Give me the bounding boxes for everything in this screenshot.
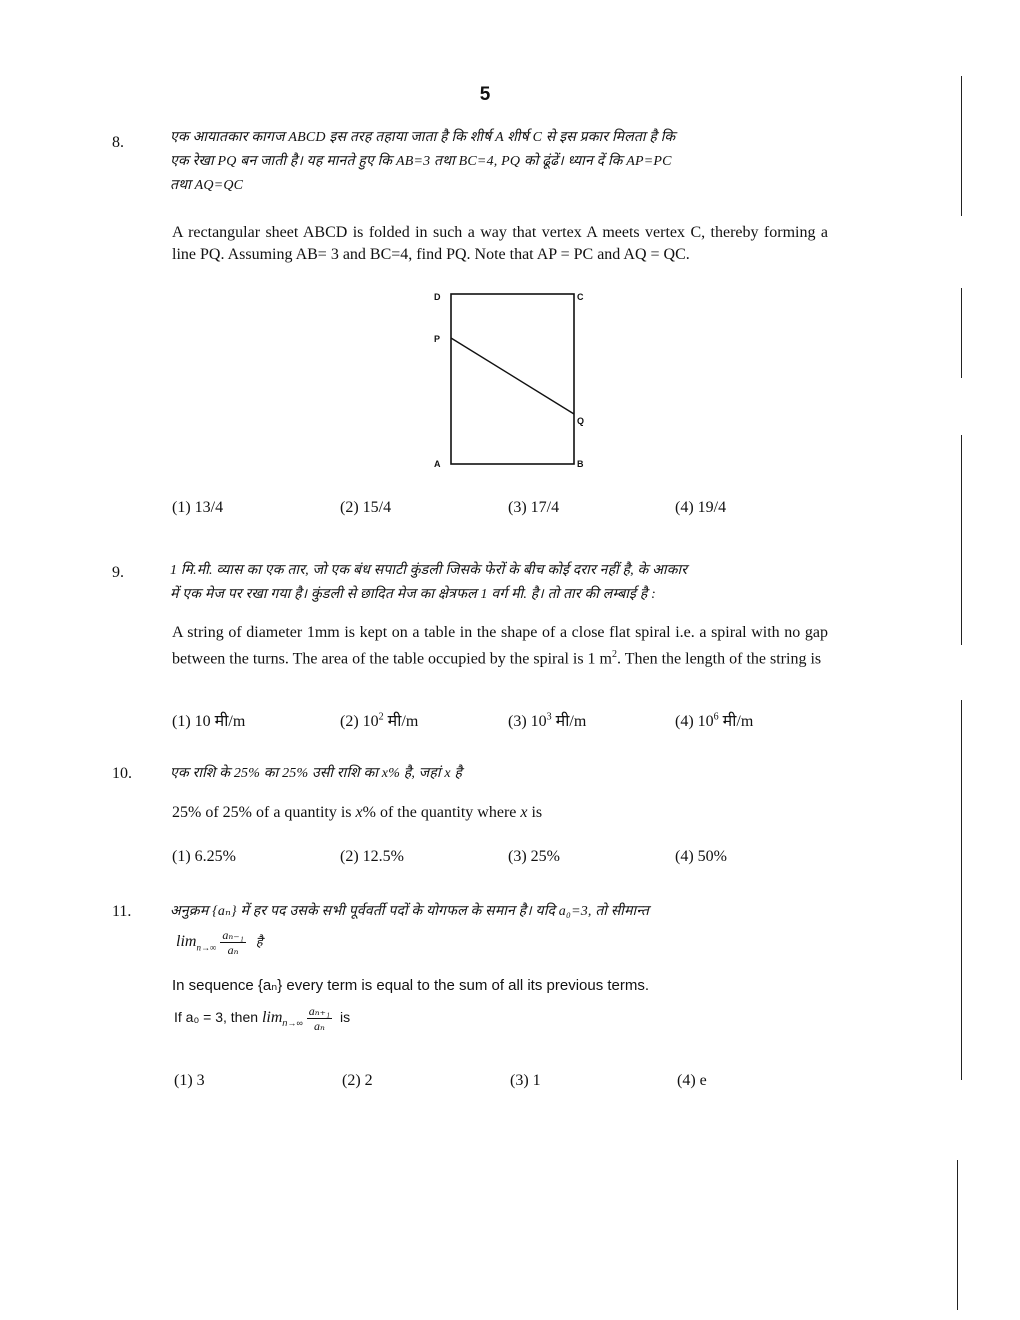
question-9-hindi-line-2: में एक मेज पर रखा गया है। कुंडली से छादित मेज का क्षेत्रफल 1 वर्ग मी. है। तो तार की लम्बाई है : <box>170 587 657 602</box>
question-8-hindi <box>170 126 830 198</box>
question-10-option-2[interactable]: (2) 12.5% <box>340 848 404 865</box>
label-d: D <box>434 292 441 302</box>
question-10-english-b: % of the quantity where <box>362 804 521 821</box>
question-11-hindi-tail: है <box>255 934 263 950</box>
question-11-english-numerator: aₙ₊₁ <box>308 1004 331 1018</box>
question-8-number: 8. <box>112 134 124 151</box>
question-9-hindi <box>170 559 830 607</box>
question-9-option-2-unit: मी/m <box>383 713 419 730</box>
question-11-hindi-lim-sub: n→∞ <box>196 942 217 953</box>
question-11-option-1[interactable]: (1) 3 <box>174 1072 205 1089</box>
question-11-english-lim: lim <box>261 1009 283 1027</box>
question-11-hindi-denominator: aₙ <box>227 943 239 957</box>
question-9-english-main: A string of diameter 1mm is kept on a table in the shape of a close flat spiral i.e. a spiral with no gap between the turns. The area of the table occupied by the spiral is 1 m <box>172 624 828 668</box>
question-9-option-2[interactable] <box>340 709 418 731</box>
question-9-option-4-unit: मी/m <box>718 713 754 730</box>
question-11-hindi: अनुक्रम {aₙ} में हर पद उसके सभी पूर्ववर्ती पदों के योगफल के समान है। यदि a₀=3, तो सीमान्त <box>170 904 650 919</box>
question-11-english-condition: If a₀ = 3, then <box>174 1009 262 1026</box>
question-11-hindi-numerator: aₙ₋₁ <box>222 928 244 942</box>
question-9-option-4-exp: 6 <box>713 711 719 723</box>
rectangle-fold-diagram <box>420 282 600 477</box>
label-b: B <box>577 459 584 469</box>
question-9-option-1-text: (1) 10 मी/m <box>172 713 246 730</box>
question-9-option-3-base: (3) 10 <box>508 713 547 730</box>
question-8-option-1[interactable]: (1) 13/4 <box>172 499 224 516</box>
question-9-option-4[interactable] <box>675 709 753 731</box>
question-10-english-x: x <box>355 804 363 821</box>
question-10-number: 10. <box>112 765 132 782</box>
question-8-option-4[interactable]: (4) 19/4 <box>675 499 727 516</box>
question-9-english-sup: 2 <box>612 649 617 660</box>
question-9-option-1[interactable] <box>172 709 245 731</box>
question-9-number: 9. <box>112 564 124 581</box>
question-11-hindi-lim: lim <box>176 933 197 951</box>
question-10-english-x2: x <box>520 804 528 821</box>
question-9-english <box>172 622 828 670</box>
question-11-english-denominator: aₙ <box>313 1019 325 1033</box>
question-10-english-a: 25% of 25% of a quantity is <box>172 804 356 821</box>
page-number: 5 <box>479 84 491 105</box>
question-10-option-4[interactable]: (4) 50% <box>675 848 727 865</box>
label-p: P <box>434 334 441 344</box>
question-11-english-lim-sub: n→∞ <box>282 1018 303 1028</box>
question-11-hindi-fraction <box>220 928 245 957</box>
question-11-hindi-limit <box>176 928 263 957</box>
question-11-english-line-2 <box>174 1004 350 1033</box>
scan-margin-line <box>961 435 962 645</box>
question-9-option-2-exp: 2 <box>378 711 384 723</box>
question-9-option-4-base: (4) 10 <box>675 713 714 730</box>
question-11-option-4[interactable]: (4) e <box>677 1072 707 1089</box>
scan-margin-line <box>957 1160 958 1310</box>
question-9-option-2-base: (2) 10 <box>340 713 379 730</box>
question-8-english: A rectangular sheet ABCD is folded in such a way that vertex A meets vertex C, thereby forming a line PQ. Assuming AB= 3 and BC=4, find PQ. Note that AP = PC and AQ = QC. <box>172 224 828 263</box>
question-11-english-line-1: In sequence {aₙ} every term is equal to the sum of all its previous terms. <box>172 977 650 994</box>
question-10-option-3[interactable]: (3) 25% <box>508 848 560 865</box>
question-11-number: 11. <box>112 903 132 920</box>
question-10-hindi: एक राशि के 25% का 25% उसी राशि का x% है, जहां x है <box>170 766 463 781</box>
label-q: Q <box>577 416 585 426</box>
question-10-english <box>172 802 828 824</box>
question-8-hindi-line-3: तथा AQ=QC <box>170 178 244 193</box>
label-a: A <box>434 459 441 469</box>
scan-margin-line <box>961 700 962 1080</box>
question-11-option-2[interactable]: (2) 2 <box>342 1072 373 1089</box>
question-9-english-end: . Then the length of the string is <box>617 650 822 668</box>
question-11-english-fraction <box>307 1004 332 1033</box>
question-8-hindi-line-1: एक आयातकार कागज ABCD इस तरह तहाया जाता है कि शीर्ष A शीर्ष C से इस प्रकार मिलता है कि <box>170 130 676 145</box>
question-10-option-1[interactable]: (1) 6.25% <box>172 848 236 865</box>
question-9-option-3-unit: मी/m <box>551 713 587 730</box>
label-c: C <box>577 292 584 302</box>
fold-line-pq <box>451 338 574 414</box>
question-11-option-3[interactable]: (3) 1 <box>510 1072 541 1089</box>
question-8-option-2[interactable]: (2) 15/4 <box>340 499 392 516</box>
question-9-option-3-exp: 3 <box>546 711 552 723</box>
question-10-english-c: is <box>527 804 543 821</box>
question-8-hindi-line-2: एक रेखा PQ बन जाती है। यह मानते हुए कि AB=3 तथा BC=4, PQ को ढूंढें। ध्यान दें कि AP=PC <box>170 154 672 169</box>
question-9-hindi-line-1: 1 मि.मी. व्यास का एक तार, जो एक बंध सपाटी कुंडली जिसके फेरों के बीच कोई दरार नहीं है, के आकार <box>170 563 688 578</box>
scan-margin-line <box>961 76 962 216</box>
question-11-english-tail: is <box>339 1009 351 1026</box>
rectangle-abcd <box>451 294 574 464</box>
scan-margin-line <box>961 288 962 378</box>
question-8-option-3[interactable]: (3) 17/4 <box>508 499 560 516</box>
question-9-option-3[interactable] <box>508 709 586 731</box>
